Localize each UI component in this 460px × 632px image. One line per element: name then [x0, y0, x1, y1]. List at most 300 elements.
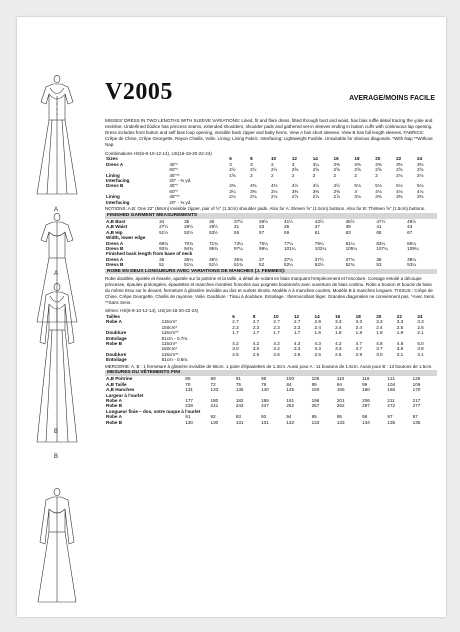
table-cell: 4½: [291, 183, 299, 189]
row-label: A,B Taille: [106, 381, 127, 387]
table-row: [105, 420, 437, 425]
table-cell: 53: [376, 262, 382, 268]
table-row: [105, 357, 437, 362]
table-cell: 4⅜: [270, 183, 278, 189]
table-cell: 94: [336, 381, 342, 387]
row-label: Dress B: [106, 183, 124, 189]
row-label: Lining: [106, 172, 120, 178]
table-cell: 36½: [209, 256, 219, 262]
row-label: Dress A: [106, 240, 124, 246]
table-cell: 61: [314, 229, 320, 235]
table-cell: 150: [311, 387, 320, 393]
row-label: Largeur à l'ourlet: [106, 392, 144, 398]
table-cell: 1.8: [314, 330, 321, 336]
table-cell: 3¼: [312, 161, 320, 167]
table-cell: 2⅛: [270, 194, 278, 200]
table-cell: 75: [235, 381, 241, 387]
table-cell: 33: [259, 224, 265, 230]
table-cell: 37¾: [345, 256, 355, 262]
table-cell: 180: [210, 398, 219, 403]
table-cell: 36¾: [234, 256, 243, 262]
table-cell: [355, 357, 376, 362]
table-cell: 126: [412, 376, 421, 382]
table-cell: 2⅞: [312, 194, 320, 200]
table-cell: 37: [259, 256, 265, 262]
table-cell: 39: [345, 224, 351, 230]
row-label: Dress A: [106, 256, 124, 262]
table-cell: 105¼: [345, 245, 358, 251]
table-cell: 81¼: [345, 240, 355, 246]
table-cell: 3.3: [355, 319, 363, 325]
table-cell: 3.0: [232, 346, 239, 352]
table-cell: 51: [159, 262, 165, 268]
table-cell: 3⅜: [396, 194, 403, 200]
row-label: Dress B: [106, 262, 124, 268]
table-cell: 2.5: [232, 351, 239, 357]
table-cell: 41½: [284, 218, 293, 224]
table-cell: 92: [210, 414, 216, 420]
row-label: A,B Bust: [106, 218, 126, 224]
table-cell: 2: [312, 172, 316, 178]
table-cell: 3⅜: [416, 161, 424, 167]
row-label: A,B Hanches: [106, 387, 135, 393]
table-cell: [333, 200, 354, 205]
table-cell: 97¼: [234, 245, 243, 251]
table-cell: 4.8: [376, 340, 383, 346]
table-cell: 94: [286, 414, 292, 420]
table-cell: 2.3: [273, 324, 280, 330]
table-cell: 3⅜: [396, 161, 403, 167]
combinations-en: Combinations HS(6-8-10-12-14), US(16-18-20-22-24): [105, 150, 212, 156]
dress-a-front-illustration: [31, 74, 83, 209]
table-cell: 2.4: [314, 324, 321, 330]
table-cell: [314, 357, 335, 362]
table-cell: 2.6: [273, 351, 280, 357]
table-cell: 2.9: [355, 351, 363, 357]
table-cell: 35: [184, 218, 190, 224]
table-cell: 2.7: [273, 319, 280, 325]
table-cell: 4⅛: [396, 188, 403, 194]
table-cell: 3⅜: [250, 188, 257, 194]
table-cell: 1.8: [376, 330, 383, 336]
table-cell: 57: [259, 229, 265, 235]
table-cell: 14: [312, 156, 318, 162]
table-cell: 2⅝: [396, 167, 403, 173]
table-cell: 4⅛: [375, 188, 382, 194]
table-cell: 22: [396, 313, 402, 319]
table-cell: [270, 200, 291, 205]
difficulty-level: AVERAGE/MOINS FACILE: [349, 95, 435, 102]
table-cell: 38¼: [407, 256, 417, 262]
row-label: Robe A: [106, 398, 122, 403]
table-cell: 2⅛: [396, 172, 403, 178]
table-cell: 1.8: [335, 330, 342, 336]
table-cell: 1.7: [273, 330, 280, 336]
table-cell: 69¾: [159, 240, 169, 246]
table-cell: [293, 357, 314, 362]
table-cell: 31: [234, 224, 240, 230]
table-cell: 45½: [345, 218, 355, 224]
table-cell: 89: [311, 381, 317, 387]
table-cell: 52½: [184, 229, 194, 235]
table-cell: [334, 357, 355, 362]
table-cell: 206: [362, 398, 370, 403]
figure-label: B: [54, 454, 59, 460]
finished-measurements-en: [105, 219, 437, 268]
table-cell: 70¾: [184, 240, 194, 246]
table-cell: 3.0: [376, 351, 383, 357]
table-cell: 4.2: [252, 340, 260, 346]
table-cell: 2.6: [293, 351, 301, 357]
table-cell: 43½: [314, 218, 324, 224]
table-cell: 3.7: [355, 346, 363, 352]
table-cell: 53½: [209, 229, 219, 235]
row-label: Robe B: [106, 419, 123, 425]
table-cell: 2.3: [293, 324, 301, 330]
table-row: [105, 200, 437, 205]
table-cell: 3.3: [314, 346, 321, 352]
table-cell: 79: [261, 381, 267, 387]
table-cell: 49½: [407, 218, 417, 224]
table-cell: 27½: [159, 224, 169, 230]
table-cell: [291, 200, 312, 205]
table-cell: 36: [209, 218, 215, 224]
table-cell: 43: [407, 224, 413, 230]
table-cell: 2⅝: [333, 167, 340, 173]
table-cell: 95: [311, 414, 317, 420]
table-cell: 3⅜: [375, 161, 382, 167]
table-cell: 45"**: [169, 194, 180, 200]
table-cell: 52¾: [345, 262, 355, 268]
row-label: Robe A: [106, 414, 122, 420]
table-cell: 34: [159, 218, 165, 224]
table-cell: 52: [259, 262, 265, 268]
table-cell: 10: [270, 156, 277, 162]
table-cell: 103¼: [314, 245, 327, 251]
figure-label: A: [54, 271, 59, 277]
table-cell: 3¼: [229, 188, 236, 194]
table-cell: 10: [273, 313, 279, 319]
table-cell: 3⅛: [354, 194, 361, 200]
table-cell: 145: [286, 387, 295, 393]
table-cell: 84: [286, 381, 292, 387]
table-cell: [228, 200, 249, 205]
table-cell: 247: [261, 403, 269, 409]
table-cell: 131: [261, 419, 269, 425]
table-cell: 2.9: [314, 319, 321, 325]
table-cell: 105: [311, 376, 320, 382]
table-cell: 83¼: [376, 240, 386, 246]
table-cell: [374, 200, 395, 205]
table-cell: 5⅛: [416, 183, 424, 189]
dress-b-back-illustration: [31, 487, 83, 607]
table-cell: 1.9: [396, 330, 404, 336]
row-label: A,B Waist: [106, 224, 128, 230]
table-cell: 52¼: [284, 262, 293, 268]
table-cell: 86: [185, 376, 191, 382]
table-cell: 115cm*: [161, 340, 177, 346]
finished-measurements-fr-title: MESURES DU VÊTEMENTS FINI: [105, 370, 437, 376]
table-cell: 5⅛: [375, 183, 382, 189]
table-cell: 277: [412, 403, 421, 409]
table-cell: 5.0: [417, 340, 424, 346]
table-cell: 2.3: [252, 324, 260, 330]
table-cell: 3.3: [376, 319, 383, 325]
table-cell: 4.2: [273, 340, 280, 346]
table-cell: 107¼: [376, 245, 388, 251]
table-cell: 109¼: [407, 245, 419, 251]
table-cell: 37¼: [284, 256, 293, 262]
table-cell: 2: [270, 172, 274, 178]
notions-en: NOTIONS: A,B: One 22" (56cm) invisible zipper, pair of ½" (1.3cm) shoulder pads. Also for A: Eleven ⅝" (1.5cm) buttons. Also for B: Thirteen ⅝" (1.5cm) buttons.: [105, 206, 426, 212]
table-cell: 4½: [312, 183, 320, 189]
table-cell: 2⅝: [354, 167, 361, 173]
table-cell: 3.8: [396, 346, 404, 352]
table-cell: 45"*: [169, 183, 178, 189]
table-cell: 2: [333, 172, 337, 178]
table-cell: 2.6: [417, 324, 424, 330]
table-cell: 2.4: [335, 324, 342, 330]
yardage-table-en: [105, 156, 437, 205]
table-cell: 134: [362, 419, 370, 425]
table-cell: 6: [232, 313, 235, 319]
table-cell: 2.6: [252, 351, 260, 357]
table-cell: 3.2: [273, 346, 280, 352]
table-cell: 67: [407, 229, 413, 235]
table-cell: 272: [387, 403, 396, 409]
table-cell: [312, 200, 333, 205]
table-cell: 24: [417, 313, 423, 319]
table-cell: 38: [376, 256, 382, 262]
table-cell: 85¼: [407, 240, 417, 246]
table-cell: 79¼: [314, 240, 324, 246]
table-cell: 109: [412, 381, 421, 387]
table-cell: 2⅛: [250, 194, 257, 200]
table-cell: 196: [311, 398, 320, 403]
table-cell: 2.7: [232, 319, 239, 325]
row-label: Sizes: [106, 156, 118, 162]
table-cell: 4.3: [314, 340, 321, 346]
table-cell: 1.7: [232, 330, 239, 336]
table-cell: 4.8: [396, 340, 404, 346]
table-cell: 39½: [259, 218, 268, 224]
table-cell: 96: [362, 414, 368, 420]
table-cell: 3⅜: [375, 194, 382, 200]
table-cell: 51¼: [184, 262, 194, 268]
table-cell: 3: [229, 161, 232, 167]
table-cell: 94¾: [184, 245, 194, 251]
table-cell: 104: [387, 381, 396, 387]
row-label: Width, lower edge: [106, 235, 146, 241]
table-cell: 37½: [234, 218, 243, 224]
table-cell: 1⅝: [229, 172, 236, 178]
pattern-info: [105, 118, 437, 425]
table-cell: 93¾: [159, 245, 169, 251]
table-cell: 2.7: [252, 319, 260, 325]
table-cell: 22: [396, 156, 402, 162]
table-cell: 165: [387, 387, 396, 393]
table-cell: 2.6: [314, 351, 321, 357]
table-row: [105, 262, 437, 267]
table-cell: 136: [235, 387, 244, 393]
table-cell: 110: [336, 376, 345, 382]
table-cell: 60"*: [169, 167, 178, 173]
table-cell: 3.3: [335, 346, 342, 352]
table-cell: 2½: [250, 167, 257, 173]
table-cell: 75¼: [259, 240, 268, 246]
table-cell: 3⅜: [354, 161, 361, 167]
table-cell: 1.7: [252, 330, 260, 336]
table-cell: 3.0: [252, 346, 260, 352]
row-label: A,B Poitrine: [106, 376, 133, 382]
table-cell: 20" - ⅜ yd.: [169, 178, 192, 184]
table-cell: 97: [412, 414, 418, 420]
table-cell: [353, 200, 374, 205]
table-cell: 131: [235, 419, 244, 425]
description-en: MISSES' DRESS IN TWO LENGTHS WITH SLEEVE VARIATIONS: Lined, fit and flare dress, fitted through bust and waist, has bias ruffle detail tracing the yoke and neckline. Underlined bodice has princess seams, extended shoulders, shoulder pads and gathered set-in sleeves ending in button cuffs with continuous lap opening. Dress includes front button and self bias loop opening, invisible back zipper and baby hems. View A has short sleeves. View B has full length sleeves. FABRICS: Crêpe de Chine, Crêpe Georgette, Rayon Challis, Voile. Lining: Lining Fabric. Interfacing: Lightweight Fusible. Unsuitable for obvious diagonals. *With Nap **Without Nap.: [105, 118, 433, 147]
table-cell: 2.6: [335, 351, 342, 357]
table-cell: 2.7: [293, 319, 301, 325]
table-cell: 2: [375, 172, 378, 178]
table-cell: 3: [270, 161, 274, 167]
table-cell: 3⅛: [270, 188, 278, 194]
table-cell: [272, 357, 293, 362]
table-cell: 3.8: [417, 346, 424, 352]
table-cell: 2.3: [232, 324, 239, 330]
table-cell: 2.4: [355, 324, 363, 330]
table-cell: 51½: [159, 229, 169, 235]
table-cell: 59: [284, 229, 290, 235]
header: [105, 79, 441, 106]
finished-measurements-en-title: FINISHED GARMENT MEASUREMENTS: [105, 213, 437, 219]
table-cell: 121: [387, 376, 396, 382]
table-cell: 132: [286, 419, 295, 425]
row-label: Lining: [106, 194, 120, 200]
table-cell: 2⅞: [333, 194, 340, 200]
table-cell: 36: [159, 256, 165, 262]
table-cell: 3.1: [396, 351, 404, 357]
row-label: Dress A: [106, 161, 124, 167]
table-cell: 20" - ⅜ yd.: [169, 199, 192, 205]
table-cell: 5⅛: [354, 183, 361, 189]
table-cell: 201: [336, 398, 345, 403]
row-label: Robe B: [106, 340, 123, 346]
table-cell: [416, 200, 437, 205]
french-title: ROBE EN DEUX LONGUEURS AVEC VARIATIONS DE MANCHES (J. FEMMES):: [105, 269, 437, 275]
table-cell: 73¼: [234, 240, 243, 246]
table-cell: 130: [185, 419, 193, 425]
table-cell: 211: [387, 398, 395, 403]
table-cell: 3.3: [293, 346, 301, 352]
table-cell: 3: [250, 161, 253, 167]
table-cell: 2.5: [396, 324, 404, 330]
table-cell: 2.4: [376, 324, 383, 330]
table-cell: 160: [362, 387, 370, 393]
table-cell: 3.3: [396, 319, 404, 325]
row-label: Robe A: [106, 319, 122, 325]
table-cell: 4½: [333, 183, 340, 189]
table-cell: [395, 200, 416, 205]
table-cell: 55: [234, 229, 240, 235]
table-cell: 16: [335, 313, 341, 319]
table-cell: 150cm*: [161, 346, 178, 352]
table-cell: 182: [235, 398, 244, 403]
table-cell: 35: [284, 224, 290, 230]
table-cell: 2⅛: [229, 194, 236, 200]
table-cell: 95: [336, 414, 342, 420]
table-cell: 150cm*: [161, 324, 178, 330]
dress-b-front-illustration: [31, 282, 83, 452]
table-cell: 2⅝: [312, 167, 320, 173]
table-cell: 77¼: [284, 240, 293, 246]
series-fr: Séries: HS(6-8-10-12-14), US(16-18-20-22-24): [105, 308, 199, 313]
table-cell: 115cm**: [161, 351, 179, 357]
table-cell: 99¼: [259, 245, 268, 251]
table-cell: 51cm - 0.6m.: [161, 357, 189, 363]
pattern-number: V2005: [105, 79, 173, 105]
table-cell: 2½: [270, 167, 278, 173]
table-cell: 3.1: [417, 351, 424, 357]
table-cell: 36¼: [184, 256, 194, 262]
table-cell: 51¾: [234, 262, 243, 268]
description-fr: Robe doublée, ajustée et évasée, ajustée sur la poitrine et la taille, a détail de volant en biais marquant l'empiècement et l'encolure. Corsage entoilé a découpe princesse, épaules prolongées, épaulettes et manches montées froncées aux poignets boutonnés avec ouverture de biais continu. Robe a bouton et boucle de biais du même tissu sur le devant, fermeture à glissière invisible au dos et ourlets étroits. Modèle A à manches courtes. Modèle B à manches longues. TISSUS : Crêpe de Chine, Crêpe Georgette, Challis de rayonne, Voile. Doublure : Tissu à doublure. Entoilage : thermocollant léger. Grandes diagonales ne conviennent pas. *Avec Sens. **Sans Sens.: [105, 276, 436, 306]
table-cell: 37: [314, 224, 320, 230]
table-cell: 41: [376, 224, 382, 230]
row-label: Entoilage: [106, 335, 127, 341]
row-label: Robe B: [106, 403, 123, 409]
table-cell: 93: [235, 414, 241, 420]
table-cell: [375, 357, 396, 362]
table-cell: 2⅝: [375, 167, 382, 173]
table-cell: 3⅜: [333, 161, 340, 167]
table-cell: 238: [185, 403, 193, 409]
table-cell: 53¼: [407, 262, 417, 268]
table-cell: 3⅜: [416, 194, 424, 200]
table-cell: 51½: [209, 262, 219, 268]
illustrations-column: [17, 17, 101, 617]
table-cell: 2: [250, 172, 253, 178]
row-label: Entoilage: [106, 357, 127, 363]
table-cell: 130: [210, 419, 219, 425]
table-cell: 133: [311, 419, 320, 425]
table-cell: 4.2: [232, 340, 239, 346]
table-cell: 60"*: [169, 188, 178, 194]
table-cell: 2⅝: [291, 167, 299, 173]
table-cell: 52½: [314, 262, 324, 268]
table-cell: 8: [250, 156, 253, 162]
table-cell: [252, 357, 273, 362]
table-cell: 100: [286, 376, 295, 382]
table-cell: 170: [412, 387, 421, 393]
table-cell: 45"*: [169, 161, 178, 167]
table-cell: 47½: [376, 218, 386, 224]
table-cell: 91: [185, 414, 191, 420]
table-cell: 93: [261, 414, 267, 420]
table-cell: 133: [210, 387, 219, 393]
table-cell: 89: [210, 376, 216, 382]
table-cell: 5⅛: [396, 183, 403, 189]
table-cell: 1.8: [355, 330, 363, 336]
figure-label: A: [54, 207, 59, 213]
table-cell: 1.7: [293, 330, 301, 336]
table-cell: 37½: [314, 256, 324, 262]
table-cell: 28½: [184, 224, 194, 230]
table-cell: 99: [362, 381, 368, 387]
row-label: Longueur finie – dos, votre nuque à l'ourlet: [106, 408, 201, 414]
table-cell: 71¾: [209, 240, 219, 246]
table-cell: 191: [286, 398, 295, 403]
row-label: Tailles: [106, 313, 120, 319]
